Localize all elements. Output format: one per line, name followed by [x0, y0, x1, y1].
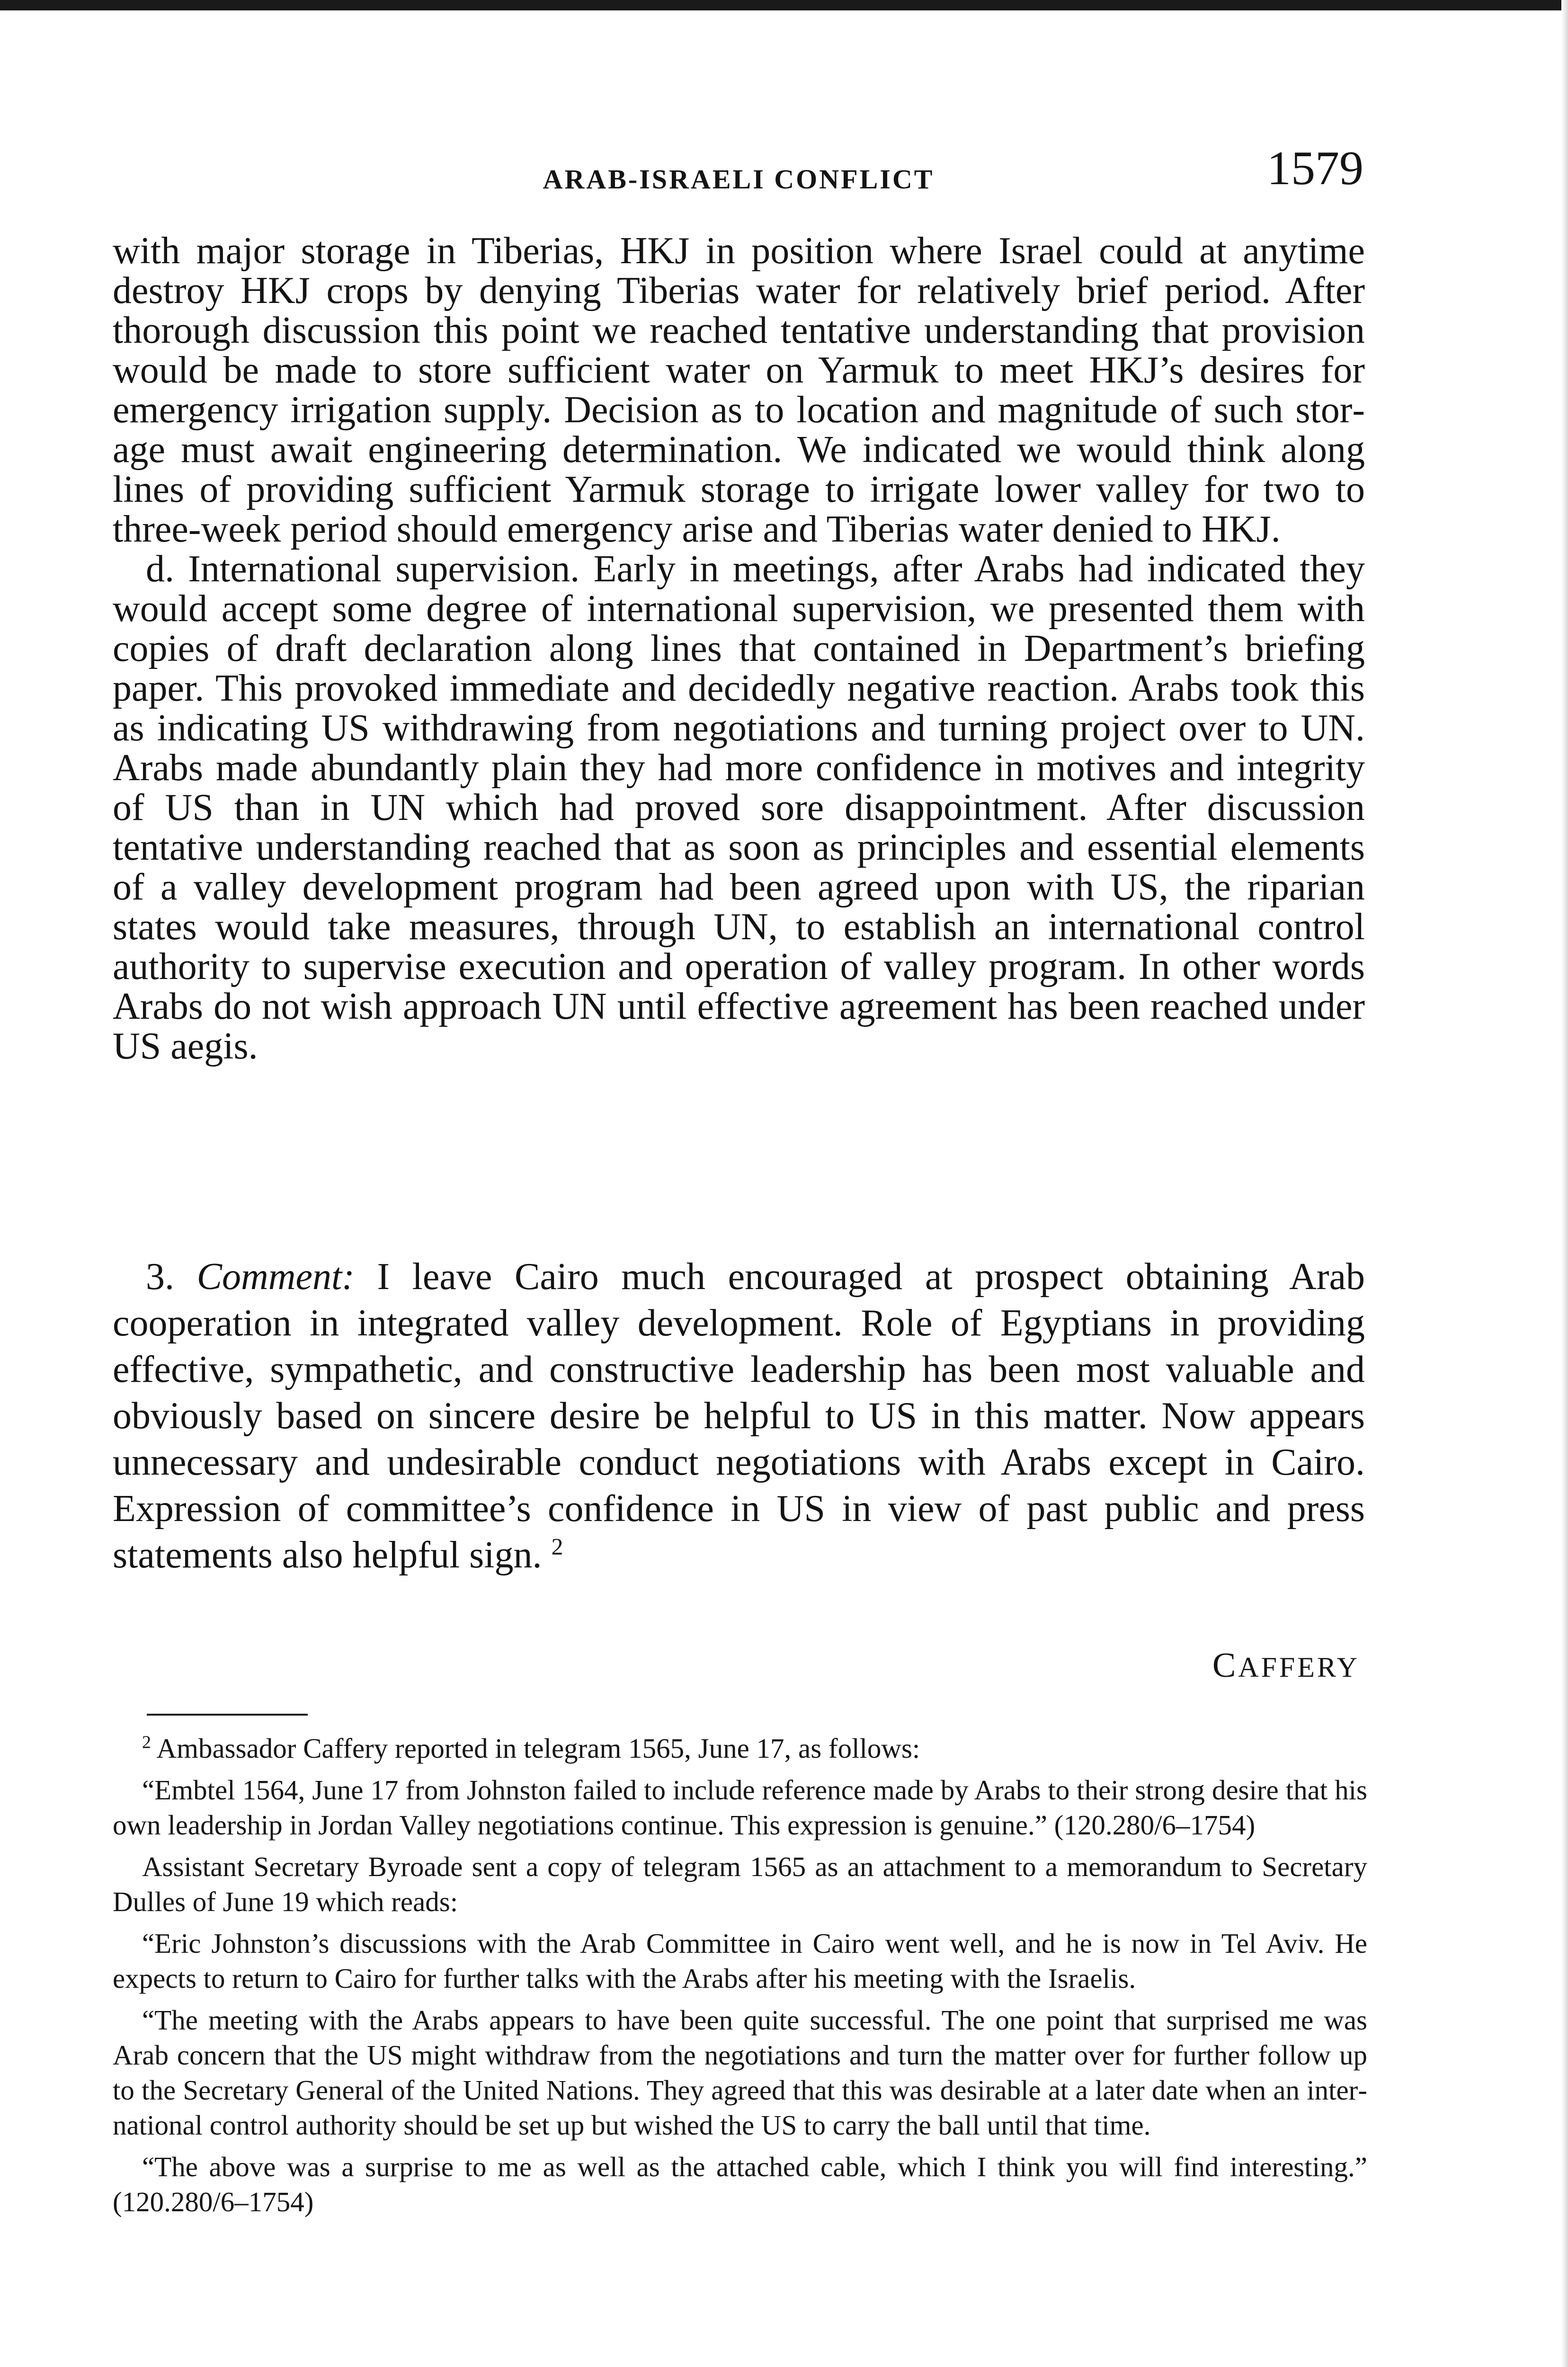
comment-section: [113, 1254, 1365, 1578]
paragraph-c-continued: with major storage in Tiberias, HKJ in position where Israel could at anytime destroy HKJ crops by denying Tiberias water for relatively brief period. After thorough discussion this point we reached tentative understanding that provision would be made to store sufficient water on Yarmuk to meet HKJ’s desires for emergency irrigation supply. Decision as to location and magnitude of such storage must await engineering determination. We indicated we would think along lines of providing sufficient Yarmuk storage to irrigate lower valley for two to three-week period should emergency arise and Tiberias water denied to HKJ.: [113, 230, 1365, 550]
footnote-paragraph: “The meeting with the Arabs appears to have been quite successful. The one point that surprised me was Arab concern that the US might withdraw from the negotiations and turn the matter over for further follow up to the Secretary General of the United Nations. They agreed that this was desirable at a later date when an international control authority should be set up but wished the US to carry the ball until that time.: [113, 2004, 1367, 2141]
signature-initial: C: [1212, 1646, 1238, 1685]
footnote-marker: 2: [142, 1732, 151, 1753]
scan-border-right: [1561, 0, 1568, 2367]
footnote-divider: [147, 1714, 308, 1716]
footnote-paragraph: Assistant Secretary Byroade sent a copy of telegram 1565 as an attachment to a memorandum to Secretary Dulles of June 19 which reads:: [113, 1851, 1367, 1917]
footnote-paragraph: “Embtel 1564, June 17 from Johnston failed to include reference made by Arabs to their strong desire that his own leadership in Jordan Valley negotiations continue. This expression is genuine.” (120.280/6–1754): [113, 1774, 1367, 1841]
scan-border-top: [0, 0, 1568, 10]
footnote-reference: 2: [551, 1533, 563, 1560]
footnote-paragraph: “The above was a surprise to me as well as the attached cable, which I think you will find interesting.” (120.280/6–1754): [113, 2151, 1367, 2217]
paragraph-d-international-supervision: d. International supervision. Early in meetings, after Arabs had indicated they would accept some degree of international supervision, we presented them with copies of draft declaration along lines that contained in Department’s briefing paper. This provoked immediate and decidedly negative reaction. Arabs took this as indicating US withdrawing from negotiations and turning project over to UN. Arabs made abundantly plain they had more confidence in motives and integrity of US than in UN which had proved sore disappointment. After discussion tentative understanding reached that as soon as principles and essential elements of a valley development program had been agreed upon with US, the riparian states would take measures, through UN, to establish an international control authority to supervise execution and operation of valley program. In other words Arabs do not wish approach UN until effective agreement has been reached under US aegis.: [113, 548, 1365, 1067]
comment-label: Comment:: [196, 1256, 355, 1298]
signature-rest: AFFERY: [1238, 1652, 1360, 1683]
signature: [1212, 1646, 1360, 1686]
comment-paragraph: [113, 1254, 1365, 1578]
footnote-paragraph: “Eric Johnston’s discussions with the Arab Committee in Cairo went well, and he is now in Tel Aviv. He expects to return to Cairo for further talks with the Arabs after his meeting with the Israelis.: [113, 1928, 1367, 1994]
running-head: ARAB-ISRAELI CONFLICT: [543, 164, 935, 195]
footnote-paragraph: [113, 1731, 1367, 1766]
main-text: [113, 231, 1365, 1066]
page-number: 1579: [1267, 142, 1363, 195]
comment-text: I leave Cairo much encouraged at prospect obtaining Arab cooperation in integrated valley development. Role of Egyptians in providing effective, sympathetic, and constructive leadership has been most valuable and obviously based on sincere desire be helpful to US in this matter. Now appears unnecessary and undesirable conduct negotiations with Arabs except in Cairo. Expression of committee’s confidence in US in view of past public and press statements also helpful sign.: [113, 1256, 1365, 1576]
comment-number: 3.: [146, 1256, 174, 1298]
footnote-text: Ambassador Caffery reported in telegram 1565, June 17, as follows:: [156, 1733, 920, 1764]
footnotes: [113, 1731, 1367, 2226]
